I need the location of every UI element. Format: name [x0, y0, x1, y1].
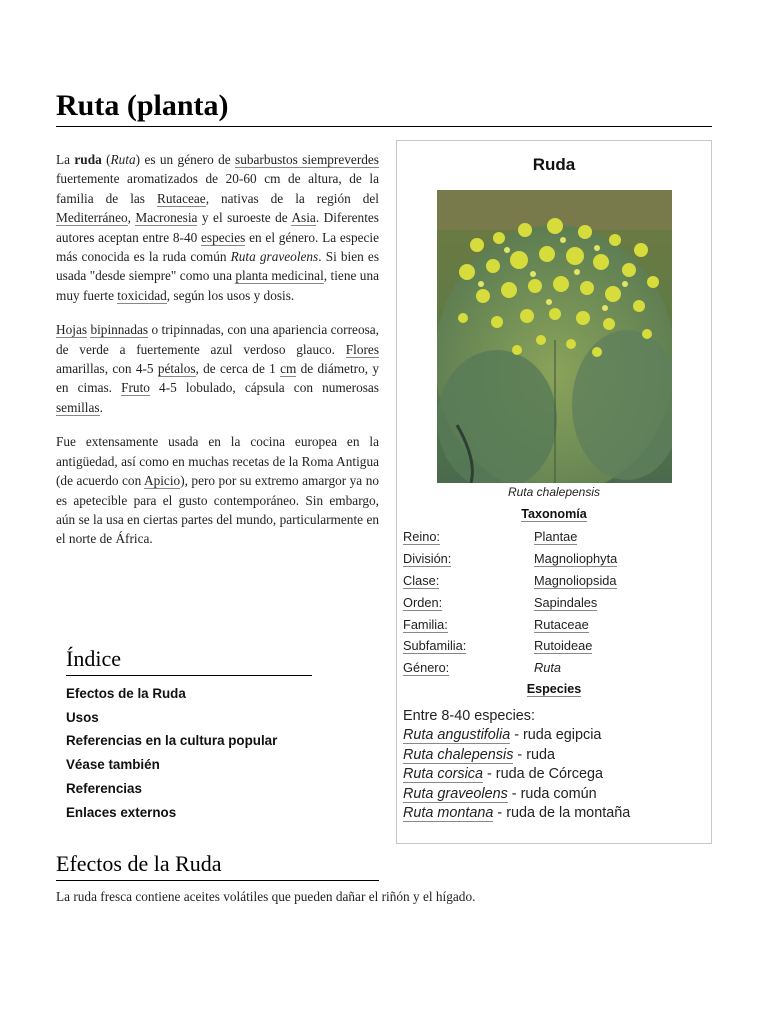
page-title: Ruta (planta)	[56, 89, 229, 122]
inline-link[interactable]: planta medicinal	[235, 268, 324, 284]
taxonomy-row-familia	[403, 617, 703, 637]
rank-value[interactable]: Plantae	[534, 529, 578, 544]
species-list	[403, 707, 707, 823]
species-item	[403, 785, 707, 804]
species-common-name: - ruda común	[507, 785, 597, 802]
rank-value[interactable]: Magnoliopsida	[534, 573, 617, 588]
species-item	[403, 726, 707, 745]
inline-link[interactable]: Mediterráneo	[56, 210, 128, 226]
taxonomy-row-clase	[403, 573, 703, 593]
species-link[interactable]: Ruta montana	[403, 805, 494, 822]
species-link[interactable]: Ruta graveolens	[403, 785, 508, 802]
section-divider	[56, 880, 379, 881]
taxonomy-row-genero	[403, 660, 703, 680]
taxobox-title: Ruda	[532, 155, 576, 174]
article-intro	[56, 150, 379, 564]
toc-item[interactable]: Efectos de la Ruda	[66, 686, 186, 701]
rank-label[interactable]: Clase:	[403, 573, 440, 588]
inline-link[interactable]: Flores	[345, 341, 379, 357]
italic-term: Ruta	[110, 152, 136, 167]
taxonomy-row-division	[403, 551, 703, 571]
toc-item[interactable]: Usos	[66, 709, 99, 725]
intro-paragraph-3: Fue extensamente usada en la cocina europea en la antigüedad, así como en muchas recetas de la Roma Antigua (de acuerdo con Apicio), pero por su extremo amargor ya no es apetecible para el gusto contemporáneo. Sin embargo, aún se la usa en ciertas partes del mundo, particularmente en el norte de África.	[56, 434, 379, 547]
rank-value: Ruta	[534, 660, 562, 675]
bold-term: ruda	[74, 152, 102, 167]
inline-link[interactable]: Fruto	[121, 380, 150, 396]
inline-link[interactable]: toxicidad	[117, 287, 167, 303]
inline-link[interactable]: Macronesia	[135, 210, 198, 226]
toc-item[interactable]: Referencias	[66, 780, 142, 796]
rank-label[interactable]: Subfamilia:	[403, 638, 467, 653]
species-item	[403, 746, 707, 765]
taxobox	[396, 140, 712, 844]
species-link[interactable]: Ruta chalepensis	[403, 746, 514, 763]
species-intro: Entre 8-40 especies:	[403, 708, 535, 724]
section-paragraph: La ruda fresca contiene aceites volátiles que pueden dañar el riñón y el hígado.	[56, 889, 476, 904]
inline-link[interactable]: cm	[280, 361, 297, 377]
toc-item[interactable]: Referencias en la cultura popular	[66, 733, 278, 749]
toc-divider	[66, 675, 312, 676]
species-common-name: - ruda egipcia	[510, 727, 602, 744]
inline-link[interactable]: semillas	[56, 399, 100, 415]
inline-link[interactable]: Hojas	[56, 322, 88, 338]
inline-link[interactable]: Asia	[291, 210, 316, 226]
table-of-contents	[66, 645, 312, 824]
toc-list	[66, 682, 312, 824]
rank-value[interactable]: Magnoliophyta	[534, 551, 618, 566]
inline-link[interactable]: especies	[201, 229, 246, 245]
toc-heading: Índice	[66, 646, 121, 671]
section-heading: Efectos de la Ruda	[56, 851, 222, 876]
taxonomy-row-reino	[403, 529, 703, 549]
inline-link[interactable]: Rutaceae	[156, 190, 206, 206]
species-common-name: - ruda	[513, 746, 555, 763]
rank-label[interactable]: División:	[403, 551, 452, 566]
species-common-name: - ruda de Córcega	[482, 766, 603, 783]
toc-item[interactable]: Enlaces externos	[66, 804, 177, 820]
ruta-plant-photo[interactable]	[437, 190, 672, 483]
species-item	[403, 804, 707, 823]
photo-caption: Ruta chalepensis	[507, 485, 601, 499]
rank-value[interactable]: Rutaceae	[534, 617, 589, 632]
inline-link[interactable]: Apicio	[143, 473, 181, 489]
inline-link[interactable]: subarbustos siempreverdes	[235, 152, 379, 167]
toc-item[interactable]: Véase también	[66, 757, 160, 773]
species-common-name: - ruda de la montaña	[493, 805, 631, 822]
rank-label[interactable]: Orden:	[403, 595, 443, 610]
rank-label[interactable]: Reino:	[403, 529, 440, 544]
taxonomy-row-subfamilia	[403, 638, 703, 658]
inline-link[interactable]: bipinnadas	[90, 322, 149, 338]
title-divider	[56, 126, 712, 127]
species-link[interactable]: Ruta angustifolia	[403, 727, 511, 744]
species-link[interactable]: Ruta corsica	[403, 766, 483, 783]
rank-value[interactable]: Rutoideae	[534, 638, 593, 653]
inline-link[interactable]: pétalos	[157, 361, 196, 377]
section-efectos	[56, 850, 379, 881]
taxonomy-heading[interactable]: Taxonomía	[521, 507, 587, 521]
italic-term: Ruta graveolens	[230, 249, 319, 265]
species-heading[interactable]: Especies	[526, 682, 582, 696]
rank-label[interactable]: Familia:	[403, 617, 448, 632]
species-item	[403, 765, 707, 784]
intro-paragraph-2: Hojas bipinnadas o tripinnadas, con una apariencia correosa, de verde a fuertemente azul verdoso glauco. Flores amarillas, con 4-5 pétalos, de cerca de 1 cm de diámetro, y en cimas. Fruto 4-5 lobulado, cápsula con numerosas semillas.	[56, 322, 379, 415]
intro-paragraph-1: La ruda (Ruta) es un género de subarbustos siempreverdes fuertemente aromatizados de 20-60 cm de altura, de la familia de las Rutaceae, nativas de la región del Mediterráneo, Macronesia y el suroeste de Asia. Diferentes autores aceptan entre 8-40 especies en el género. La especie más conocida es la ruda común Ruta graveolens. Si bien es usada "desde siempre" como una planta medicinal, tiene una muy fuerte toxicidad, según los usos y dosis.	[56, 152, 380, 303]
rank-label[interactable]: Género:	[403, 660, 450, 675]
taxonomy-row-orden	[403, 595, 703, 615]
rank-value[interactable]: Sapindales	[534, 595, 598, 610]
